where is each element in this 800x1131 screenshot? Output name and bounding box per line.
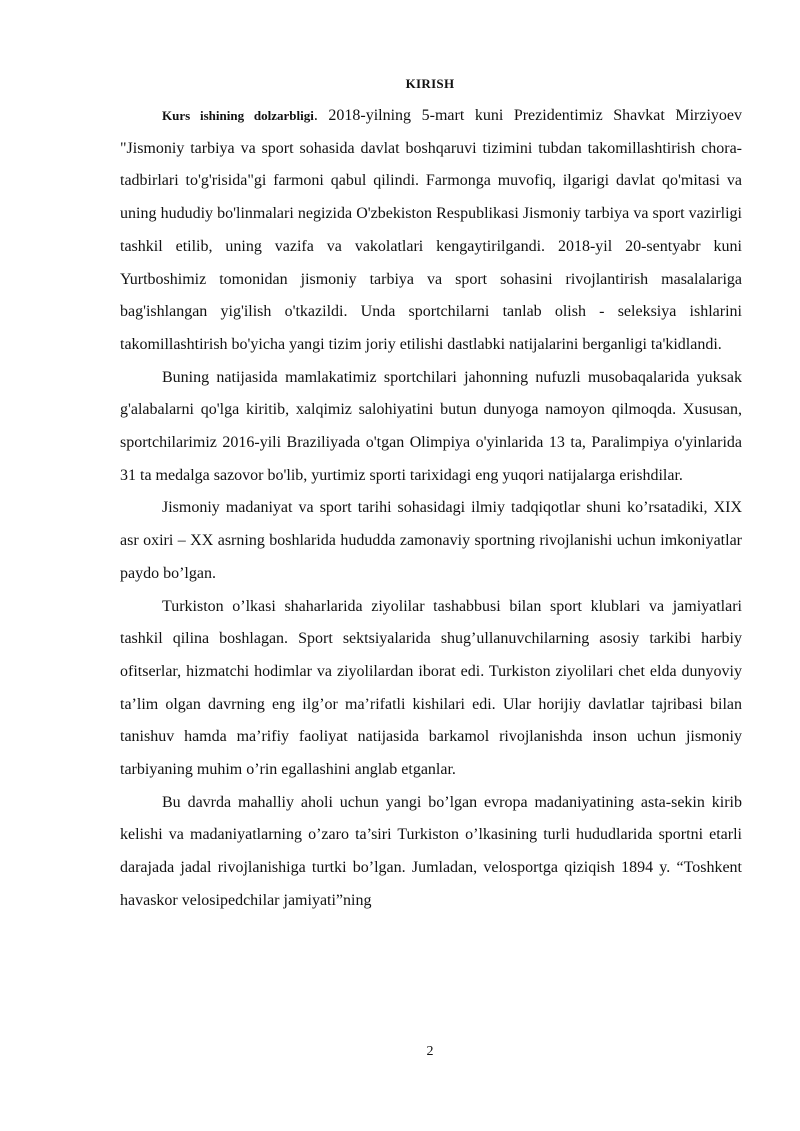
page-number: 2: [426, 1044, 434, 1059]
paragraph-relevance: [120, 100, 742, 362]
section-heading: KIRISH: [405, 76, 455, 91]
paragraph-achievements: Buning natijasida mamlakatimiz sportchilari jahonning nufuzli musobaqalarida yuksak g'alabalarni qo'lga kiritib, xalqimiz salohiyatini butun dunyoga namoyon qilmoqda. Xususan, sportchilarimiz 2016-yili Braziliyada o'tgan Olimpiya o'yinlarida 13 ta, Paralimpiya o'yinlarida 31 ta medalga sazovor bo'lib, yurtimiz sporti tarixidagi eng yuqori natijalarga erishdilar.: [120, 368, 742, 484]
body-text: [120, 100, 742, 918]
paragraph-clubs: Turkiston o’lkasi shaharlarida ziyolilar tashabbusi bilan sport klublari va jamiyatlari tashkil qilina boshlagan. Sport sektsiyalarida shug’ullanuvchilarning asosiy tarkibi harbiy ofitserlar, hizmatchi hodimlar va ziyolilardan iborat edi. Turkiston ziyolilari chet elda dunyoviy ta’lim olgan davrning eng ilg’or ma’rifatli kishilari edi. Ular horijiy davlatlar tajribasi bilan tanishuv hamda ma’rifiy faoliyat natijasida barkamol rivojlanishda inson uchun jismoniy tarbiyaning muhim o’rin egallashini anglab etganlar.: [120, 597, 742, 779]
paragraph-lead: Kurs ishining dolzarbligi: [162, 108, 314, 123]
paragraph-european-culture: Bu davrda mahalliy aholi uchun yangi bo’lgan evropa madaniyatining asta-sekin kirib kelishi va madaniyatlarning o’zaro ta’siri Turkiston o’lkasining turli hududlarida sportni etarli darajada jadal rivojlanishiga turtki bo’lgan. Jumladan, velosportga qiziqish 1894 y. “Toshkent havaskor velosipedchilar jamiyati”ning: [120, 793, 742, 909]
paragraph-text: . 2018-yilning 5-mart kuni Prezidentimiz Shavkat Mirziyoev "Jismoniy tarbiya va sport sohasida davlat boshqaruvi tizimini tubdan takomillashtirish chora-tadbirlari to'g'risida"gi farmoni qabul qilindi. Farmonga muvofiq, ilgarigi davlat qo'mitasi va uning hududiy bo'linmalari negizida O'zbekiston Respublikasi Jismoniy tarbiya va sport vazirligi tashkil etilib, uning vazifa va vakolatlari kengaytirilgandi. 2018-yil 20-sentyabr kuni Yurtboshimiz tomonidan jismoniy tarbiya va sport sohasini rivojlantirish masalalariga bag'ishlangan yig'ilish o'tkazildi. Unda sportchilarni tanlab olish - seleksiya ishlarini takomillashtirish bo'yicha yangi tizim joriy etilishi dastlabki natijalarini berganligi ta'kidlandi.: [120, 107, 743, 353]
paragraph-history: Jismoniy madaniyat va sport tarihi sohasidagi ilmiy tadqiqotlar shuni ko’rsatadiki, XIX asr oxiri – XX asrning boshlarida hududda zamonaviy sportning rivojlanishi uchun imkoniyatlar paydo bo’lgan.: [120, 499, 742, 582]
